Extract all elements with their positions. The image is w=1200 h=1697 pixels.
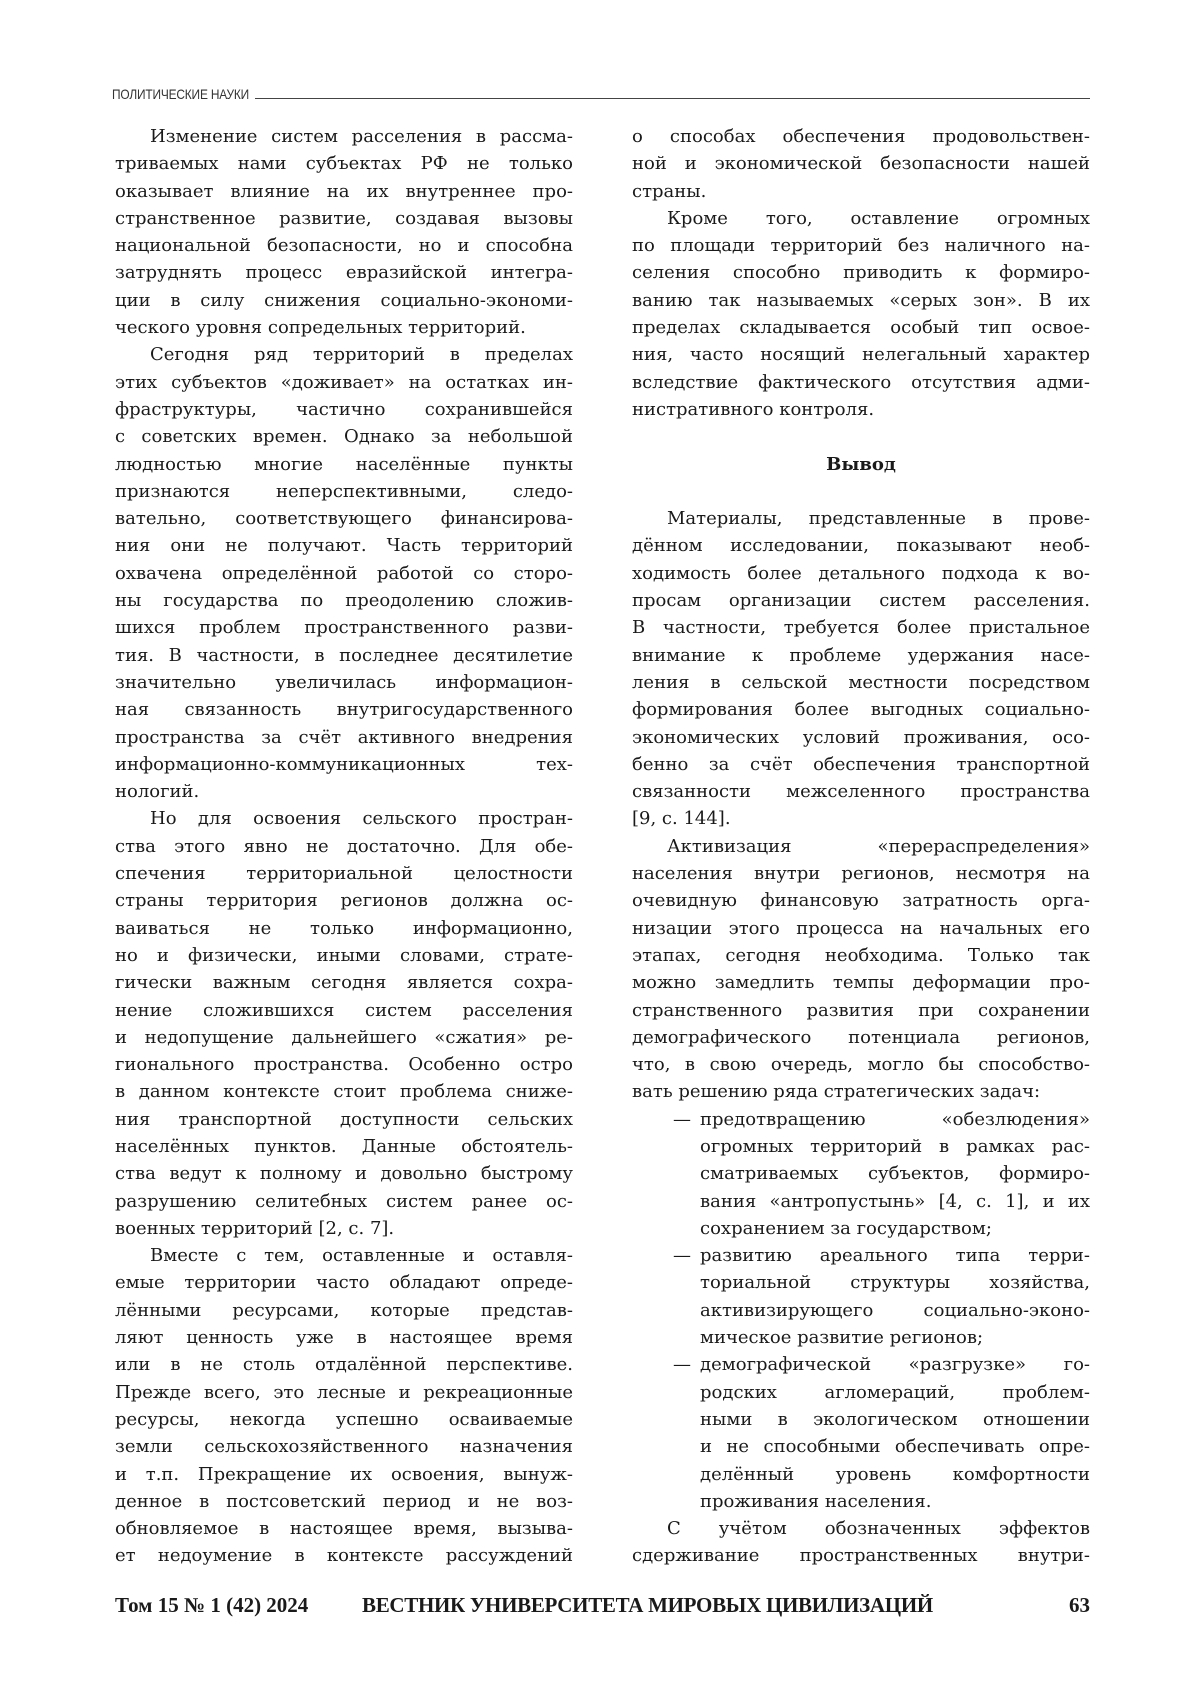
text-line: но и физически, иными словами, страте- (115, 942, 573, 969)
text-line: ния транспортной доступности сельских (115, 1106, 573, 1133)
text-line: ваиваться не только информационно, (115, 915, 573, 942)
text-line: емые территории часто обладают опреде- (115, 1269, 573, 1296)
text-line: развитию ареального типа терри- (700, 1242, 1090, 1269)
text-line: вания «антропустынь» [4, с. 1], и их (700, 1188, 1090, 1215)
journal-title: ВЕСТНИК УНИВЕРСИТЕТА МИРОВЫХ ЦИВИЛИЗАЦИЙ (362, 1591, 933, 1619)
text-line: Прежде всего, это лесные и рекреационные (115, 1379, 573, 1406)
text-line: в данном контексте стоит проблема сниже- (115, 1078, 573, 1105)
text-line: ства этого явно не достаточно. Для обе- (115, 833, 573, 860)
text-line: о способах обеспечения продовольствен- (632, 123, 1090, 150)
paragraph (115, 123, 573, 341)
text-line: ческого уровня сопредельных территорий. (115, 314, 573, 341)
text-line: сматриваемых субъектов, формиро- (700, 1160, 1090, 1187)
text-line: ства ведут к полному и довольно быстрому (115, 1160, 573, 1187)
list-item (632, 1242, 1090, 1351)
text-line: Кроме того, оставление огромных (632, 205, 1090, 232)
text-line: делённый уровень комфортности (700, 1461, 1090, 1488)
text-line: земли сельскохозяйственного назначения (115, 1433, 573, 1460)
text-line: предотвращению «обезлюдения» (700, 1106, 1090, 1133)
text-line: Вместе с тем, оставленные и оставля- (115, 1242, 573, 1269)
text-line: нологий. (115, 778, 573, 805)
header-rule (255, 98, 1090, 99)
text-line: национальной безопасности, но и способна (115, 232, 573, 259)
text-line: населения внутри регионов, несмотря на (632, 860, 1090, 887)
text-line: мическое развитие регионов; (700, 1324, 1090, 1351)
text-line: ляют ценность уже в настоящее время (115, 1324, 573, 1351)
paragraph (632, 1515, 1090, 1570)
text-line: демографической «разгрузке» го- (700, 1351, 1090, 1378)
paragraph (632, 505, 1090, 833)
text-line: пределах складывается особый тип освое- (632, 314, 1090, 341)
text-line: внимание к проблеме удержания насе- (632, 642, 1090, 669)
paragraph (115, 341, 573, 805)
text-line: разрушению селитебных систем ранее ос- (115, 1188, 573, 1215)
text-line: страны. (632, 178, 1090, 205)
text-line: страны территория регионов должна ос- (115, 887, 573, 914)
text-line: денное в постсоветский период и не воз- (115, 1488, 573, 1515)
text-line: информационно-коммуникационных тех- (115, 751, 573, 778)
text-line: с советских времен. Однако за небольшой (115, 423, 573, 450)
text-line: гически важным сегодня является сохра- (115, 969, 573, 996)
issue-info: Том 15 № 1 (42) 2024 (115, 1591, 308, 1619)
right-column (632, 123, 1090, 1570)
text-line: военных территорий [2, с. 7]. (115, 1215, 573, 1242)
text-line: ванию так называемых «серых зон». В их (632, 287, 1090, 314)
text-line: гионального пространства. Особенно остро (115, 1051, 573, 1078)
text-line: сдерживание пространственных внутри- (632, 1542, 1090, 1569)
text-line: [9, с. 144]. (632, 805, 1090, 832)
list-item (632, 1351, 1090, 1515)
text-line: ны государства по преодолению сложив- (115, 587, 573, 614)
running-header (112, 80, 1090, 102)
left-column (115, 123, 573, 1570)
text-line: ния они не получают. Часть территорий (115, 532, 573, 559)
dash-bullet-icon: — (673, 1106, 691, 1133)
text-line: огромных территорий в рамках рас- (700, 1133, 1090, 1160)
text-line: населённых пунктов. Данные обстоятель- (115, 1133, 573, 1160)
text-line: просам организации систем расселения. (632, 587, 1090, 614)
text-line: ториальной структуры хозяйства, (700, 1269, 1090, 1296)
list-item (632, 1106, 1090, 1242)
text-line: нение сложившихся систем расселения (115, 997, 573, 1024)
text-line: обновляемое в настоящее время, вызыва- (115, 1515, 573, 1542)
text-line: оказывает влияние на их внутреннее про- (115, 178, 573, 205)
text-line: Сегодня ряд территорий в пределах (115, 341, 573, 368)
text-line: затруднять процесс евразийской интегра- (115, 259, 573, 286)
text-line: ной и экономической безопасности нашей (632, 150, 1090, 177)
text-line: Но для освоения сельского простран- (115, 805, 573, 832)
text-line: ная связанность внутригосударственного (115, 696, 573, 723)
dash-bullet-icon: — (673, 1351, 691, 1378)
text-line: селения способно приводить к формиро- (632, 259, 1090, 286)
text-line: признаются неперспективными, следо- (115, 478, 573, 505)
text-line: ления в сельской местности посредством (632, 669, 1090, 696)
text-line: дённом исследовании, показывают необ- (632, 532, 1090, 559)
text-line: и недопущение дальнейшего «сжатия» ре- (115, 1024, 573, 1051)
text-line: демографического потенциала регионов, (632, 1024, 1090, 1051)
text-line: триваемых нами субъектах РФ не только (115, 150, 573, 177)
text-line: этапах, сегодня необходима. Только так (632, 942, 1090, 969)
text-line: бенно за счёт обеспечения транспортной (632, 751, 1090, 778)
text-line: шихся проблем пространственного разви- (115, 614, 573, 641)
text-line: Материалы, представленные в прове- (632, 505, 1090, 532)
paragraph (115, 1242, 573, 1570)
text-line: сохранением за государством; (700, 1215, 1090, 1242)
text-line: родских агломераций, проблем- (700, 1379, 1090, 1406)
text-line: значительно увеличилась информацион- (115, 669, 573, 696)
text-line: и не способными обеспечивать опре- (700, 1433, 1090, 1460)
text-line: лёнными ресурсами, которые представ- (115, 1297, 573, 1324)
section-title: ПОЛИТИЧЕСКИЕ НАУКИ (112, 86, 249, 102)
text-line: формирования более выгодных социально- (632, 696, 1090, 723)
paragraph (632, 833, 1090, 1106)
paragraph (115, 805, 573, 1242)
paragraph (632, 123, 1090, 205)
text-line: странственного развития при сохранении (632, 997, 1090, 1024)
text-line: проживания населения. (700, 1488, 1090, 1515)
page-footer (115, 1591, 1090, 1619)
text-line: или в не столь отдалённой перспективе. (115, 1351, 573, 1378)
text-line: можно замедлить темпы деформации про- (632, 969, 1090, 996)
text-line: ния, часто носящий нелегальный характер (632, 341, 1090, 368)
text-line: низации этого процесса на начальных его (632, 915, 1090, 942)
text-line: Изменение систем расселения в рассма- (115, 123, 573, 150)
text-line: тия. В частности, в последнее десятилетие (115, 642, 573, 669)
text-line: по площади территорий без наличного на- (632, 232, 1090, 259)
text-line: связанности межселенного пространства (632, 778, 1090, 805)
text-line: людностью многие населённые пункты (115, 451, 573, 478)
text-line: странственное развитие, создавая вызовы (115, 205, 573, 232)
text-line: очевидную финансовую затратность орга- (632, 887, 1090, 914)
page-number: 63 (1069, 1591, 1090, 1619)
paragraph (632, 205, 1090, 423)
text-line: вательно, соответствующего финансирова- (115, 505, 573, 532)
text-line: ными в экологическом отношении (700, 1406, 1090, 1433)
text-line: активизирующего социально-эконо- (700, 1297, 1090, 1324)
text-line: фраструктуры, частично сохранившейся (115, 396, 573, 423)
text-line: В частности, требуется более пристальное (632, 614, 1090, 641)
text-line: ции в силу снижения социально-экономи- (115, 287, 573, 314)
text-line: вать решению ряда стратегических задач: (632, 1078, 1090, 1105)
text-line: пространства за счёт активного внедрения (115, 724, 573, 751)
blank-line (632, 423, 1090, 450)
text-line: вследствие фактического отсутствия адми- (632, 369, 1090, 396)
text-line: спечения территориальной целостности (115, 860, 573, 887)
text-line: С учётом обозначенных эффектов (632, 1515, 1090, 1542)
text-line: ресурсы, некогда успешно осваиваемые (115, 1406, 573, 1433)
text-line: нистративного контроля. (632, 396, 1090, 423)
text-line: что, в свою очередь, могло бы способство- (632, 1051, 1090, 1078)
text-line: экономических условий проживания, осо- (632, 724, 1090, 751)
text-line: Активизация «перераспределения» (632, 833, 1090, 860)
text-line: ходимость более детального подхода к во- (632, 560, 1090, 587)
blank-line (632, 478, 1090, 505)
text-line: охвачена определённой работой со сторо- (115, 560, 573, 587)
dash-bullet-icon: — (673, 1242, 691, 1269)
text-line: этих субъектов «доживает» на остатках ин- (115, 369, 573, 396)
section-heading: Вывод (632, 451, 1090, 478)
text-line: и т.п. Прекращение их освоения, вынуж- (115, 1461, 573, 1488)
text-line: ет недоумение в контексте рассуждений (115, 1542, 573, 1569)
